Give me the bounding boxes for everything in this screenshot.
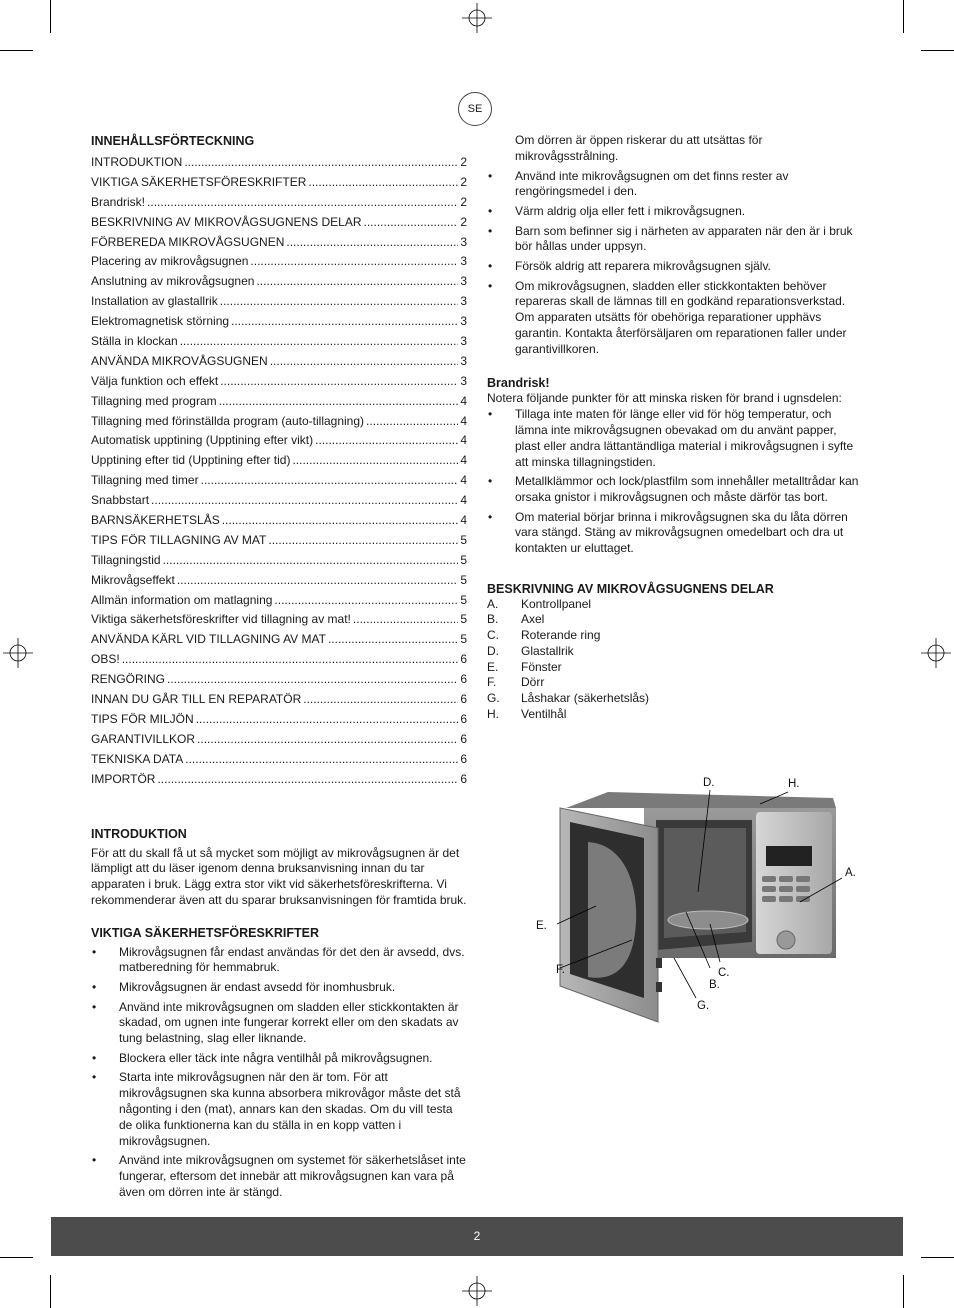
toc-entry: [91, 412, 467, 432]
toc-entry-page: 3: [460, 274, 467, 289]
toc-entry-page: 3: [460, 254, 467, 269]
callout-b: B.: [709, 979, 720, 991]
toc-leader-dots: [147, 193, 458, 213]
toc-entry: [91, 431, 467, 451]
part-name: Kontrollpanel: [521, 596, 592, 611]
toc-entry-page: 4: [460, 493, 467, 508]
toc-leader-dots: [274, 591, 458, 611]
toc-entry-title: Automatisk upptining (Upptining efter vikt): [91, 433, 314, 448]
registration-mark-icon: [921, 638, 951, 668]
safety-item: • Starta inte mikrovågsugnen när den är tom. För att mikrovågsugnen ska kunna absorbera mikrovågor måste det stå någonting i den (mat), annars kan den skadas. Om du vill testa de olika funktionerna kan du ställa in en kopp vatten i mikrovågsugnen.: [91, 1070, 467, 1149]
part-name: Fönster: [521, 659, 562, 674]
leader-line-g: [674, 958, 696, 998]
toc-entry: [91, 750, 467, 770]
toc-entry: [91, 770, 467, 790]
part-item: [487, 628, 859, 644]
toc-entry-page: 6: [460, 711, 467, 726]
toc-entry: [91, 730, 467, 750]
toc-entry: [91, 630, 467, 650]
fire-list: [487, 407, 859, 557]
part-name: Dörr: [521, 675, 545, 690]
toc-entry: [91, 312, 467, 332]
latch-hook: [656, 958, 662, 968]
toc-leader-dots: [286, 233, 458, 253]
left-column: [91, 133, 467, 1204]
toc-heading: INNEHÅLLSFÖRTECKNING: [91, 134, 255, 148]
toc-leader-dots: [122, 650, 459, 670]
toc-entry-title: RENGÖRING: [91, 672, 166, 687]
safety-heading: VIKTIGA SÄKERHETSFÖRESKRIFTER: [91, 925, 320, 940]
toc-entry: [91, 591, 467, 611]
toc-entry-title: Tillagning med förinställda program (auto-tillagning): [91, 413, 365, 428]
toc-entry: [91, 292, 467, 312]
latch-hook: [656, 982, 662, 992]
crop-mark: [50, 1275, 51, 1308]
safety-list-continued: [487, 169, 859, 358]
part-item: [487, 691, 859, 707]
toc-leader-dots: [185, 750, 458, 770]
toc-leader-dots: [308, 173, 458, 193]
part-name: Axel: [521, 612, 545, 627]
callout-c: C.: [718, 967, 730, 979]
toc-leader-dots: [196, 710, 459, 730]
toc-leader-dots: [201, 471, 459, 491]
toc-entry: [91, 451, 467, 471]
footer-bar: [51, 1217, 903, 1256]
part-item: [487, 707, 859, 723]
toc-entry-page: 3: [460, 353, 467, 368]
toc-entry-page: 4: [460, 393, 467, 408]
toc-leader-dots: [197, 730, 458, 750]
toc-entry: [91, 710, 467, 730]
toc-entry: [91, 272, 467, 292]
toc-entry: [91, 153, 467, 173]
callout-g: G.: [697, 1000, 710, 1012]
fire-intro: Notera följande punkter för att minska risken för brand i ugnsdelen:: [487, 391, 842, 406]
part-name: Ventilhål: [521, 706, 567, 721]
callout-a: A.: [845, 867, 856, 879]
toc-entry-title: Anslutning av mikrovågsugnen: [91, 274, 255, 289]
toc-entry-title: Viktiga säkerhetsföreskrifter vid tillagning av mat!: [91, 612, 351, 627]
cabinet-top: [566, 792, 836, 808]
toc-entry-page: 5: [460, 532, 467, 547]
safety-item: • Barn som befinner sig i närheten av apparaten när den är i bruk bör hållas under uppsyn.: [487, 224, 859, 256]
toc-entry-page: 6: [460, 771, 467, 786]
toc-entry-title: Mikrovågseffekt: [91, 572, 175, 587]
toc-leader-dots: [167, 670, 458, 690]
toc-entry-page: 3: [460, 294, 467, 309]
parts-heading: BESKRIVNING AV MIKROVÅGSUGNENS DELAR: [487, 581, 774, 596]
toc-entry-title: Ställa in klockan: [91, 334, 178, 349]
toc-entry-title: INNAN DU GÅR TILL EN REPARATÖR: [91, 692, 302, 707]
toc-entry-title: Välja funktion och effekt: [91, 373, 219, 388]
toc-entry-page: 6: [460, 751, 467, 766]
glass-turntable: [668, 911, 748, 929]
toc-entry-title: Snabbstart: [91, 493, 150, 508]
toc-entry: [91, 352, 467, 372]
toc-entry-title: Tillagning med program: [91, 393, 217, 408]
safety-item: • Värm aldrig olja eller fett i mikrovågsugnen.: [487, 204, 859, 220]
toc-entry-title: TEKNISKA DATA: [91, 751, 184, 766]
toc-leader-dots: [353, 610, 458, 630]
part-letter: H.: [487, 706, 499, 721]
toc-entry-page: 6: [460, 731, 467, 746]
toc-entry-page: 4: [460, 453, 467, 468]
toc-leader-dots: [220, 292, 459, 312]
toc-leader-dots: [292, 451, 458, 471]
part-item: [487, 644, 859, 660]
toc-entry: [91, 690, 467, 710]
toc-entry-page: 6: [460, 652, 467, 667]
right-column: [487, 133, 859, 722]
safety-item: • Om mikrovågsugnen, sladden eller stickkontakten behöver repareras skall de lämnas till en godkänd reparationsverkstad. Om apparaten utsätts för obehöriga reparationer upphävs garantin. Kontakta återförsäljaren om reparationen faller under garantivillkoren.: [487, 279, 859, 358]
toc-entry-title: Tillagningstid: [91, 552, 161, 567]
toc-entry-page: 3: [460, 314, 467, 329]
toc-entry-title: ANVÄNDA KÄRL VID TILLAGNING AV MAT: [91, 632, 326, 647]
part-name: Låshakar (säkerhetslås): [521, 690, 650, 705]
toc-leader-dots: [315, 431, 458, 451]
toc-entry-title: ANVÄNDA MIKROVÅGSUGNEN: [91, 353, 268, 368]
fire-item: • Om material börjar brinna i mikrovågsugnen ska du låta dörren vara stängd. Stäng av mikrovågsugnen omedelbart och dra ut kontakten ur eluttaget.: [487, 510, 859, 557]
part-letter: E.: [487, 659, 499, 674]
safety-item: • Mikrovågsugnen får endast användas för det den är avsedd, dvs. matberedning för hemmabruk.: [91, 945, 467, 977]
part-item: [487, 675, 859, 691]
toc-entry: [91, 610, 467, 630]
toc-leader-dots: [177, 571, 459, 591]
callout-d: D.: [703, 777, 715, 789]
toc-entry-title: Installation av glastallrik: [91, 294, 218, 309]
crop-mark: [921, 1257, 954, 1258]
toc-entry-page: 4: [460, 513, 467, 528]
toc-entry-title: INTRODUKTION: [91, 155, 183, 169]
crop-mark: [903, 1275, 904, 1308]
safety-item: • Försök aldrig att reparera mikrovågsugnen själv.: [487, 259, 859, 275]
toc-leader-dots: [231, 312, 458, 332]
toc-entry-page: 2: [460, 155, 467, 169]
toc-leader-dots: [303, 690, 458, 710]
toc-entry-page: 2: [460, 194, 467, 209]
toc-entry-title: Brandrisk!: [91, 194, 146, 209]
toc-entry: [91, 670, 467, 690]
toc-entry-title: GARANTIVILLKOR: [91, 731, 196, 746]
toc-entry: [91, 471, 467, 491]
toc-leader-dots: [163, 551, 459, 571]
toc-leader-dots: [250, 252, 458, 272]
toc-list: [91, 153, 467, 790]
safety-item: • Blockera eller täck inte några ventilhål på mikrovågsugnen.: [91, 1051, 467, 1067]
toc-leader-dots: [328, 630, 458, 650]
page-number: 2: [473, 1229, 481, 1243]
safety-item: • Använd inte mikrovågsugnen om systemet för säkerhetslåset inte fungerar, eftersom det innebär att mikrovågsugnen kan vara på även om dörren inte är stängd.: [91, 1153, 467, 1200]
safety-item: • Använd inte mikrovågsugnen om sladden eller stickkontakten är skadad, om ugnen inte fungerar korrekt eller om den skadats av tung belastning, slag eller liknande.: [91, 1000, 467, 1047]
toc-entry: [91, 511, 467, 531]
safety-item: • Använd inte mikrovågsugnen om det finns rester av rengöringsmedel i den.: [487, 169, 859, 201]
toc-entry-page: 3: [460, 373, 467, 388]
fire-heading: Brandrisk!: [487, 376, 550, 391]
part-item: [487, 612, 859, 628]
part-name: Roterande ring: [521, 628, 601, 643]
toc-leader-dots: [157, 770, 458, 790]
toc-entry-title: Elektromagnetisk störning: [91, 314, 230, 329]
callout-e: E.: [536, 920, 547, 932]
toc-entry-page: 5: [460, 612, 467, 627]
toc-entry: [91, 571, 467, 591]
callout-h: H.: [788, 778, 800, 790]
toc-entry-title: BESKRIVNING AV MIKROVÅGSUGNENS DELAR: [91, 214, 362, 229]
toc-entry-page: 5: [460, 552, 467, 567]
toc-entry-title: BARNSÄKERHETSLÅS: [91, 513, 220, 528]
fire-item: • Tillaga inte maten för länge eller vid för hög temperatur, och lämna inte mikrovågsugnen obevakad om du använt papper, plast eller andra lättantändliga material i mikrovågsugnen i syfte att minska tillagningstiden.: [487, 407, 859, 470]
toc-entry-title: OBS!: [91, 652, 120, 667]
registration-mark-icon: [462, 1276, 492, 1306]
registration-mark-icon: [3, 638, 33, 668]
part-letter: B.: [487, 612, 499, 627]
part-letter: C.: [487, 628, 499, 643]
fire-item: • Metallklämmor och lock/plastfilm som innehåller metalltrådar kan orsaka gnistor i mikrovågsugnen och måste därför tas bort.: [487, 474, 859, 506]
safety-item: • Mikrovågsugnen är endast avsedd för inomhusbruk.: [91, 980, 467, 996]
crop-mark: [50, 0, 51, 33]
toc-entry-title: VIKTIGA SÄKERHETSFÖRESKRIFTER: [91, 174, 307, 189]
toc-entry-title: FÖRBEREDA MIKROVÅGSUGNEN: [91, 234, 285, 249]
toc-entry: [91, 252, 467, 272]
toc-entry-page: 5: [460, 632, 467, 647]
toc-entry: [91, 650, 467, 670]
safety-list: [91, 945, 467, 1201]
toc-entry-page: 2: [460, 174, 467, 189]
toc-leader-dots: [256, 272, 458, 292]
intro-text: För att du skall få ut så mycket som möjligt av mikrovågsugnen är det lämpligt att du läser igenom denna bruksanvisning innan du tar apparaten i bruk. Lägg extra stor vikt vid säkerhetsföreskrifterna. Vi rekommenderar även att du sparar bruksanvisningen för framtida bruk.: [91, 845, 467, 907]
toc-leader-dots: [222, 511, 459, 531]
registration-mark-icon: [462, 3, 492, 33]
toc-entry-page: 5: [460, 572, 467, 587]
toc-entry-title: Upptining efter tid (Upptining efter tid): [91, 453, 291, 468]
toc-entry: [91, 193, 467, 213]
toc-entry: [91, 372, 467, 392]
toc-entry-page: 4: [460, 433, 467, 448]
toc-entry-title: TIPS FÖR TILLAGNING AV MAT: [91, 532, 267, 547]
part-name: Glastallrik: [521, 643, 574, 658]
crop-mark: [903, 0, 904, 33]
toc-entry-page: 4: [460, 473, 467, 488]
toc-entry-title: IMPORTÖR: [91, 771, 156, 786]
toc-entry: [91, 173, 467, 193]
toc-entry: [91, 332, 467, 352]
part-item: [487, 597, 859, 613]
intro-heading: INTRODUKTION: [91, 826, 187, 841]
toc-entry: [91, 551, 467, 571]
toc-leader-dots: [220, 372, 458, 392]
toc-entry-page: 3: [460, 334, 467, 349]
callout-f: F.: [556, 964, 565, 976]
toc-entry-page: 6: [460, 692, 467, 707]
toc-entry: [91, 213, 467, 233]
toc-leader-dots: [268, 531, 458, 551]
part-letter: F.: [487, 675, 497, 690]
part-letter: G.: [487, 690, 500, 705]
toc-entry: [91, 233, 467, 253]
toc-leader-dots: [184, 153, 458, 173]
language-badge: SE: [458, 92, 492, 126]
toc-entry-page: 4: [460, 413, 467, 428]
part-letter: D.: [487, 643, 499, 658]
control-panel: [756, 812, 832, 954]
toc-leader-dots: [364, 213, 459, 233]
toc-entry-page: 6: [460, 672, 467, 687]
part-letter: A.: [487, 596, 499, 611]
toc-entry-page: 3: [460, 234, 467, 249]
crop-mark: [0, 50, 33, 51]
toc-entry-page: 2: [460, 214, 467, 229]
toc-entry-title: TIPS FÖR MILJÖN: [91, 711, 194, 726]
part-item: [487, 660, 859, 676]
toc-entry: [91, 392, 467, 412]
crop-mark: [0, 1257, 33, 1258]
toc-entry-title: Tillagning med timer: [91, 473, 199, 488]
toc-leader-dots: [219, 392, 459, 412]
parts-list: [487, 597, 859, 723]
toc-entry-title: Allmän information om matlagning: [91, 592, 273, 607]
toc-entry-title: Placering av mikrovågsugnen: [91, 254, 249, 269]
toc-leader-dots: [151, 491, 458, 511]
toc-leader-dots: [366, 412, 458, 432]
crop-mark: [921, 50, 954, 51]
toc-leader-dots: [180, 332, 459, 352]
toc-entry: [91, 531, 467, 551]
microwave-illustration: [548, 772, 868, 1030]
toc-leader-dots: [270, 352, 459, 372]
toc-entry-page: 5: [460, 592, 467, 607]
toc-entry: [91, 491, 467, 511]
safety-continuation: Om dörren är öppen riskerar du att utsättas för mikrovågsstrålning.: [515, 133, 763, 163]
